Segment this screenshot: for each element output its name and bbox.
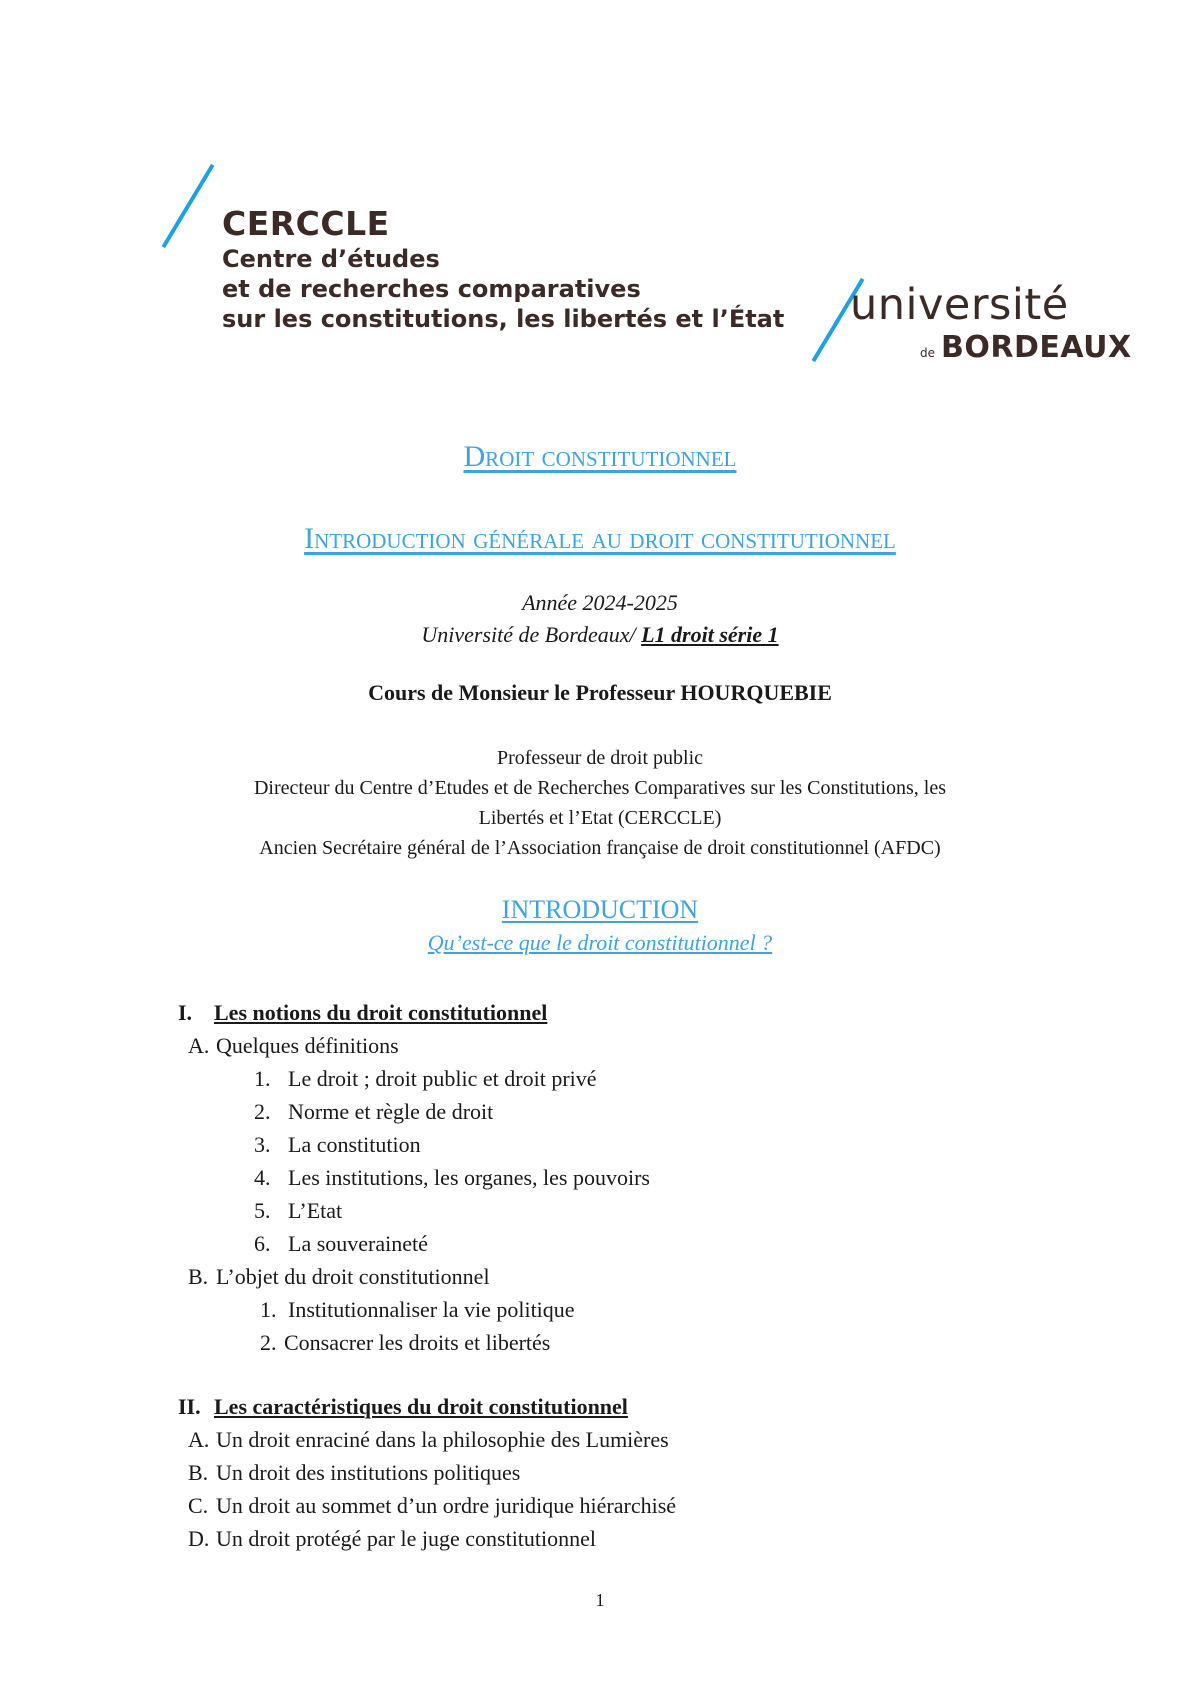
universite-logo-bordeaux: BORDEAUX: [941, 330, 1132, 365]
subsection: C. Un droit au sommet d’un ordre juridique hiérarchisé: [188, 1493, 677, 1518]
cercle-logo: [222, 204, 784, 334]
university-prefix: Université de Bordeaux/: [421, 622, 642, 647]
universite-bordeaux-logo: [850, 280, 1150, 365]
introduction-question: Qu’est-ce que le droit constitutionnel ?: [427, 930, 773, 955]
professor-line: Ancien Secrétaire général de l’Association française de droit constitutionnel (AFDC): [259, 837, 941, 859]
section-number: I.: [178, 1000, 193, 1025]
list-item: 3. La constitution: [254, 1132, 421, 1157]
professor-line: Professeur de droit public: [496, 747, 704, 769]
professor-line: Directeur du Centre d’Etudes et de Recherches Comparatives sur les Constitutions, les: [253, 777, 947, 799]
cercle-logo-line: sur les constitutions, les libertés et l’État: [222, 305, 785, 333]
universite-logo-de: de: [920, 345, 935, 360]
subsection: B. L’objet du droit constitutionnel: [188, 1264, 490, 1289]
professor-info: [0, 743, 1200, 863]
list-item: 4. Les institutions, les organes, les pouvoirs: [254, 1165, 650, 1190]
university-line: [0, 622, 1200, 648]
course-title: Cours de Monsieur le Professeur HOURQUEBIE: [368, 680, 832, 705]
main-title: Droit constitutionnel: [463, 440, 737, 473]
cercle-logo-slash: [162, 164, 215, 248]
list-item: 5. L’Etat: [254, 1198, 343, 1223]
list-item: 2. Norme et règle de droit: [254, 1099, 494, 1124]
subsection: A. Quelques définitions: [188, 1033, 399, 1058]
cercle-logo-line: Centre d’études: [222, 245, 440, 273]
section-number: II.: [178, 1394, 201, 1419]
section-label: Les caractéristiques du droit constitutionnel: [214, 1394, 628, 1419]
section-heading: [178, 1000, 547, 1026]
section-heading: [178, 1394, 628, 1420]
universite-logo-word: université: [850, 280, 1069, 330]
list-item: 1. Le droit ; droit public et droit privé: [254, 1066, 597, 1091]
subsection: A. Un droit enraciné dans la philosophie des Lumières: [188, 1427, 669, 1452]
cercle-logo-title: CERCCLE: [222, 204, 390, 243]
page-number: 1: [595, 1590, 605, 1610]
cercle-logo-line: et de recherches comparatives: [222, 275, 641, 303]
subtitle: Introduction générale au droit constitutionnel: [304, 522, 896, 555]
introduction-heading: INTRODUCTION: [501, 895, 699, 924]
subsection: B. Un droit des institutions politiques: [188, 1460, 521, 1485]
professor-line: Libertés et l’Etat (CERCCLE): [478, 807, 722, 829]
subsection: D. Un droit protégé par le juge constitutionnel: [188, 1526, 597, 1551]
list-item: 6. La souveraineté: [254, 1231, 428, 1256]
academic-year: Année 2024-2025: [522, 590, 678, 615]
university-class: L1 droit série 1: [641, 622, 779, 647]
list-item: 2. Consacrer les droits et libertés: [260, 1330, 551, 1355]
section-label: Les notions du droit constitutionnel: [214, 1000, 548, 1025]
list-item: 1. Institutionnaliser la vie politique: [260, 1297, 575, 1322]
